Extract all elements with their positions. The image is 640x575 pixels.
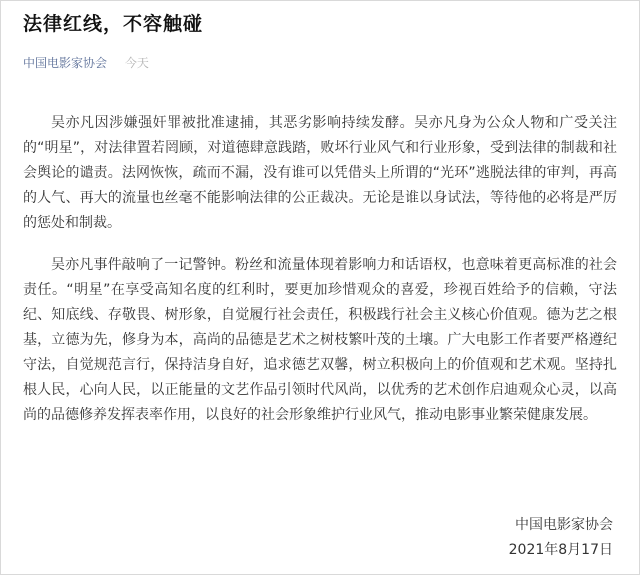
article-title: 法律红线，不容触碰: [23, 13, 204, 35]
paragraph-1: 吴亦凡因涉嫌强奸罪被批准逮捕，其恶劣影响持续发酵。吴亦凡身为公众人物和广受关注的“明星”，对法律置若罔顾，对道德肆意践踏，败坏行业风气和行业形象，受到法律的制裁和社会舆论的谴责。法网恢恢，疏而不漏，没有谁可以凭借头上所谓的“光环”逃脱法律的审判，再高的人气、再大的流量也丝毫不能影响法律的公正裁决。无论是谁以身试法，等待他的必将是严厉的惩处和制裁。: [23, 115, 617, 231]
signature-block: [509, 513, 613, 563]
signature-date: 2021年8月17日: [508, 542, 613, 558]
article-body: [23, 111, 617, 428]
author-link[interactable]: 中国电影家协会: [23, 56, 108, 70]
signature-organization: 中国电影家协会: [515, 517, 613, 533]
paragraph-2: 吴亦凡事件敲响了一记警钟。粉丝和流量体现着影响力和话语权，也意味着更高标准的社会责任。“明星”在享受高知名度的红利时，要更加珍惜观众的喜爱，珍视百姓给予的信赖，守法纪、知底线、存敬畏、树形象，自觉履行社会责任，积极践行社会主义核心价值观。德为艺之根基，立德为先，修身为本，高尚的品德是艺术之树枝繁叶茂的土壤。广大电影工作者要严格遵纪守法，自觉规范言行，保持洁身自好，追求德艺双馨，树立积极向上的价值观和艺术观。坚持扎根人民，心向人民，以正能量的文艺作品引领时代风尚，以优秀的艺术创作启迪观众心灵，以高尚的品德修养发挥表率作用，以良好的社会形象维护行业风气，推动电影事业繁荣健康发展。: [23, 257, 617, 423]
article-meta: [23, 55, 617, 71]
publish-time: 今天: [124, 56, 149, 70]
